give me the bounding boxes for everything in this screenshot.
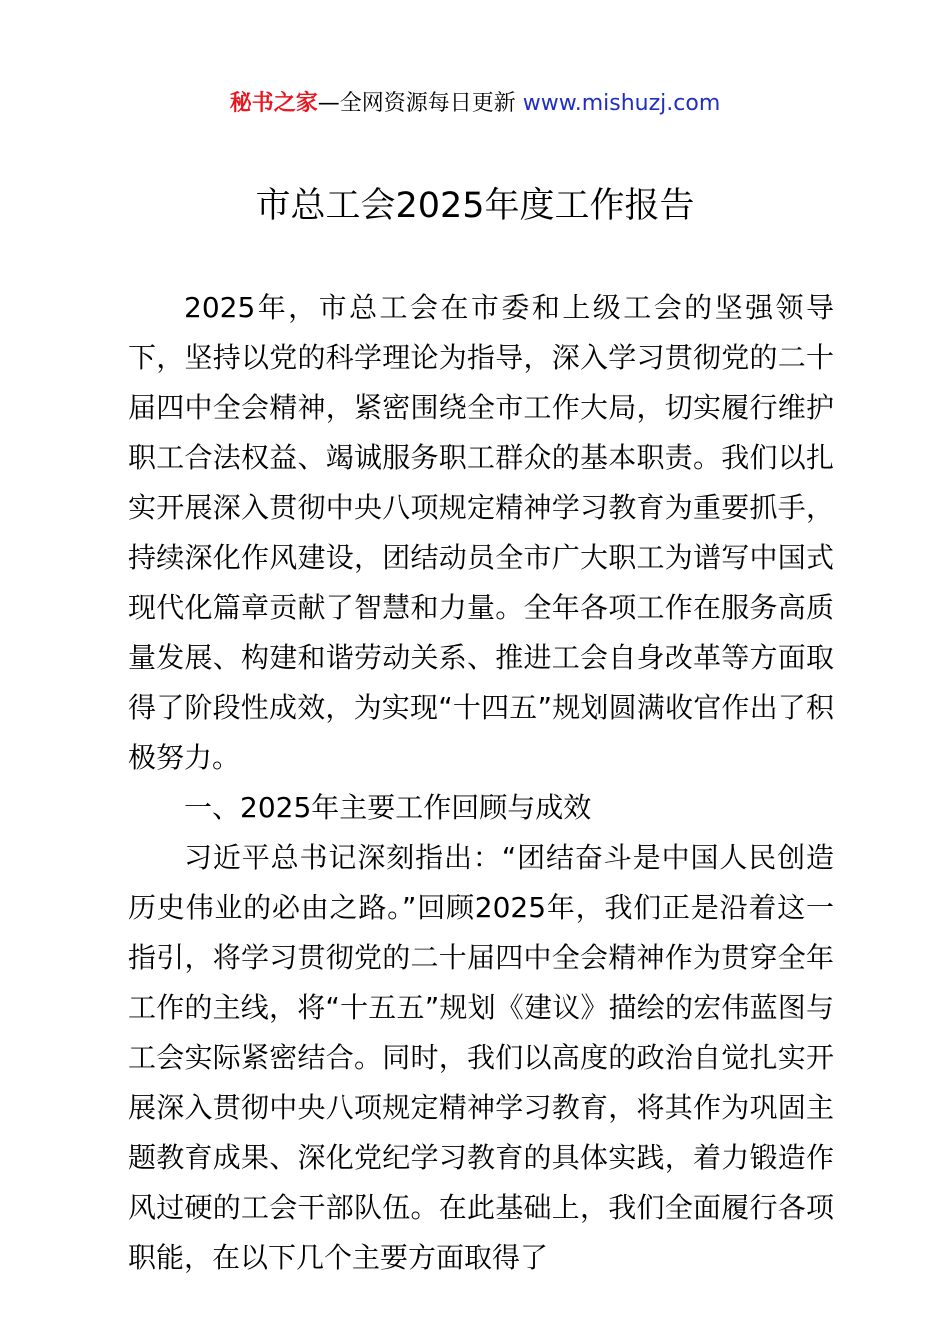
intro-paragraph: 2025年，市总工会在市委和上级工会的坚强领导下，坚持以党的科学理论为指导，深入学习贯彻党的二十届四中全会精神，紧密围绕全市工作大局，切实履行维护职工合法权益、竭诚服务职工群众的基本职责。我们以扎实开展深入贯彻中央八项规定精神学习教育为重要抓手，持续深化作风建设，团结动员全市广大职工为谱写中国式现代化篇章贡献了智慧和力量。全年各项工作在服务高质量发展、构建和谐劳动关系、推进工会自身改革等方面取得了阶段性成效，为实现“十四五”规划圆满收官作出了积极努力。	[128, 291, 834, 774]
document-title: 市总工会2025年度工作报告	[255, 186, 695, 226]
review-paragraph: 习近平总书记深刻指出：“团结奋斗是中国人民创造历史伟业的必由之路。”回顾2025年，我们正是沿着这一指引，将学习贯彻党的二十届四中全会精神作为贯穿全年工作的主线，将“十五五”规划《建议》描绘的宏伟蓝图与工会实际紧密结合。同时，我们以高度的政治自觉扎实开展深入贯彻中央八项规定精神学习教育，将其作为巩固主题教育成果、深化党纪学习教育的具体实践，着力锻造作风过硬的工会干部队伍。在此基础上，我们全面履行各项职能，在以下几个主要方面取得了	[128, 841, 834, 1274]
header-tagline: —全网资源每日更新	[317, 91, 523, 116]
document-body	[128, 283, 834, 1283]
site-url-link[interactable]: www.mishuzj.com	[522, 91, 721, 116]
site-header	[0, 86, 950, 122]
section-heading: 一、2025年主要工作回顾与成效	[184, 791, 592, 824]
brand-name: 秘书之家	[229, 91, 318, 116]
